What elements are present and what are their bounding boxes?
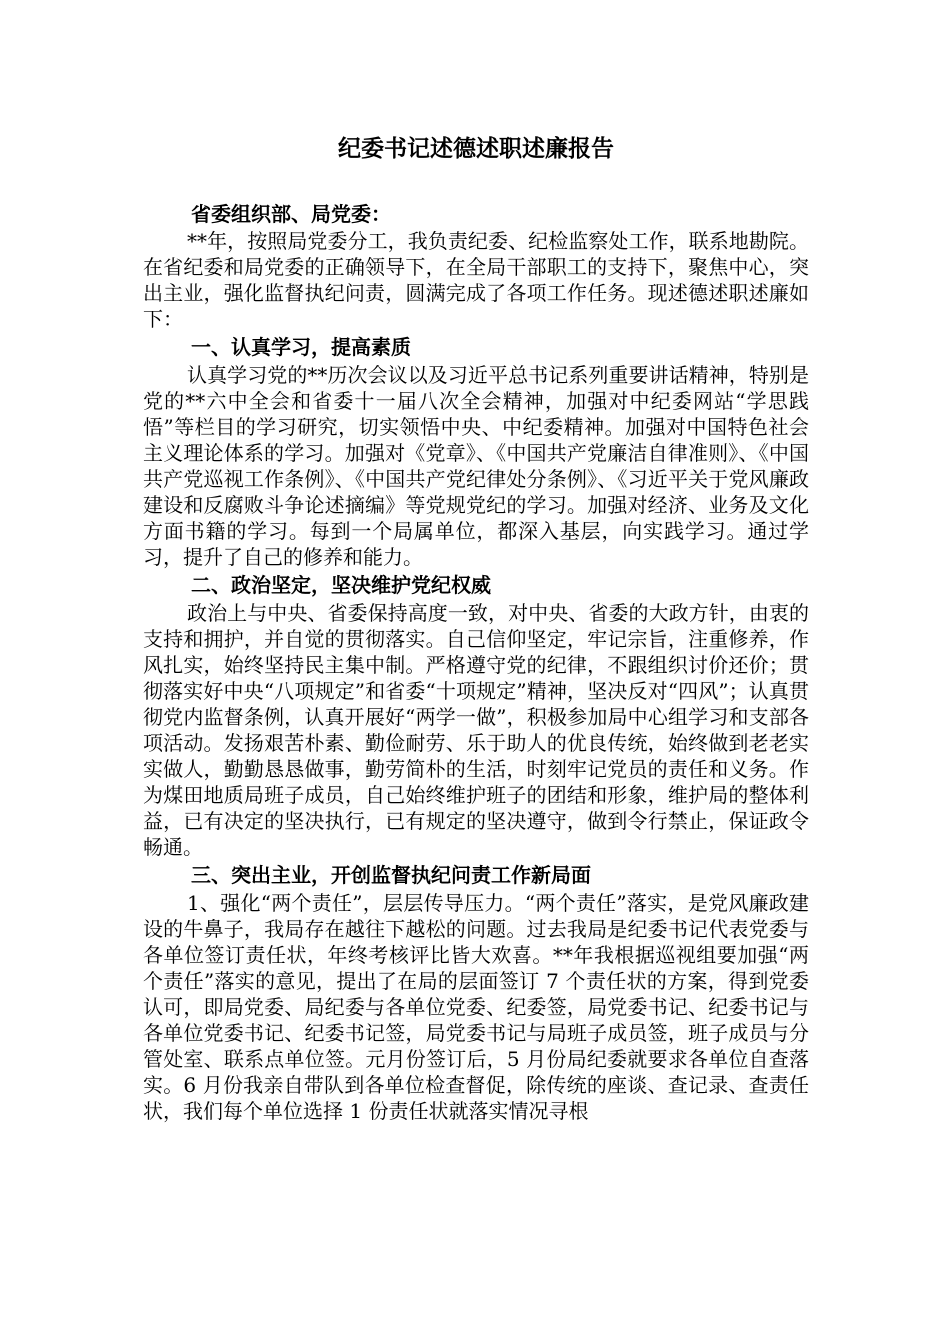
intro-paragraph: **年，按照局党委分工，我负责纪委、纪检监察处工作，联系地勘院。在省纪委和局党委的正确领导下，在全局干部职工的支持下，聚焦中心，突出主业，强化监督执纪问责，圆满完成了各项工作任务。现述德述职述廉如下： — [143, 229, 809, 331]
section-heading-1: 一、认真学习，提高素质 — [191, 335, 411, 359]
section-heading-3: 三、突出主业，开创监督执纪问责工作新局面 — [191, 863, 591, 887]
section-body-2: 政治上与中央、省委保持高度一致，对中央、省委的大政方针，由衷的支持和拥护，并自觉的贯彻落实。自己信仰坚定，牢记宗旨，注重修养，作风扎实，始终坚持民主集中制。严格遵守党的纪律，不跟组织讨价还价；贯彻落实好中央“八项规定”和省委“十项规定”精神，坚决反对“四风”；认真贯彻党内监督条例，认真开展好“两学一做”，积极参加局中心组学习和支部各项活动。发扬艰苦朴素、勤俭耐劳、乐于助人的优良传统，始终做到老老实实做人，勤勤恳恳做事，勤劳简朴的生活，时刻牢记党员的责任和义务。作为煤田地质局班子成员，自己始终维护班子的团结和形象，维护局的整体利益，已有决定的坚决执行，已有规定的坚决遵守，做到令行禁止，保证政令畅通。 — [143, 601, 809, 859]
section-body-3: 1、强化“两个责任”，层层传导压力。“两个责任”落实，是党风廉政建设的牛鼻子，我局存在越往下越松的问题。过去我局是纪委书记代表党委与各单位签订责任状，年终考核评比皆大欢喜。**年我根据巡视组要加强“两个责任”落实的意见，提出了在局的层面签订 7 个责任状的方案，得到党委认可，即局党委、局纪委与各单位党委、纪委签，局党委书记、纪委书记与各单位党委书记、纪委书记签，局党委书记与局班子成员签，班子成员与分管处室、联系点单位签。元月份签订后，5 月份局纪委就要求各单位自查落实。6 月份我亲自带队到各单位检查督促，除传统的座谈、查记录、查责任状，我们每个单位选择 1 份责任状就落实情况寻根 — [143, 891, 809, 1123]
document-title: 纪委书记述德述职述廉报告 — [338, 135, 614, 162]
salutation: 省委组织部、局党委： — [191, 202, 391, 226]
document-body — [143, 128, 809, 1124]
section-heading-2: 二、政治坚定，坚决维护党纪权威 — [191, 573, 491, 597]
section-body-1: 认真学习党的**历次会议以及习近平总书记系列重要讲话精神，特别是党的**六中全会和省委十一届八次全会精神，加强对中纪委网站“学思践悟”等栏目的学习研究，切实领悟中央、中纪委精神。加强对中国特色社会主义理论体系的学习。加强对《党章》、《中国共产党廉洁自律准则》、《中国共产党巡视工作条例》、《中国共产党纪律处分条例》、《习近平关于党风廉政建设和反腐败斗争论述摘编》等党规党纪的学习。加强对经济、业务及文化方面书籍的学习。每到一个局属单位，都深入基层，向实践学习。通过学习，提升了自己的修养和能力。 — [143, 363, 809, 569]
